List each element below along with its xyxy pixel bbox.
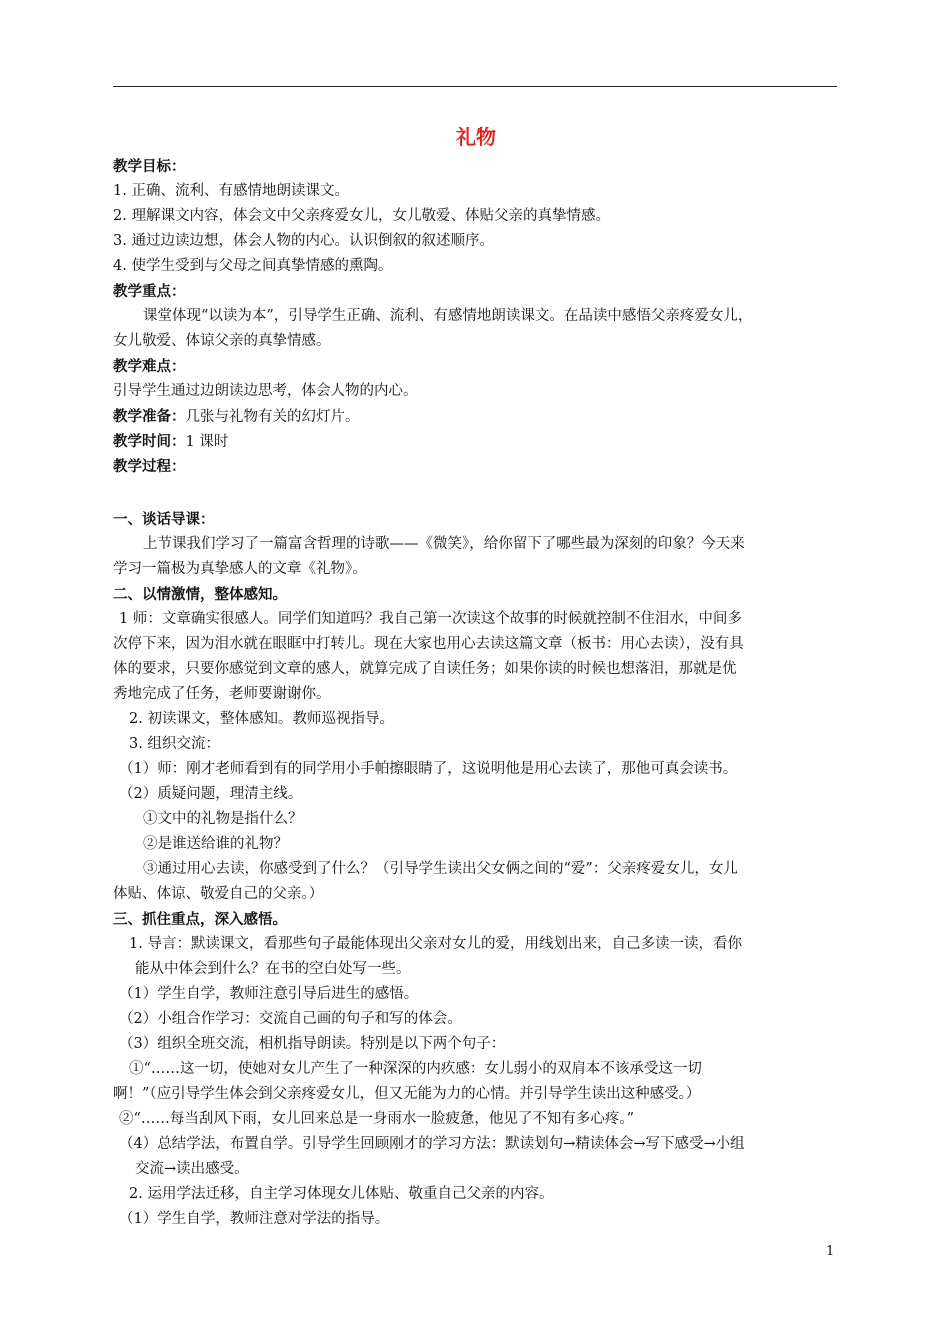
list-item: （4）总结学法，布置自学。引导学生回顾刚才的学习方法：默读划句→精读体会→写下感受→小组	[119, 1136, 745, 1152]
list-item: 2. 运用学法迁移，自主学习体现女儿体贴、敬重自己父亲的内容。	[129, 1186, 554, 1202]
paragraph: 次停下来，因为泪水就在眼眶中打转儿。现在大家也用心去读这篇文章（板书：用心去读），没有具	[113, 636, 744, 652]
list-item: 2. 初读课文，整体感知。教师巡视指导。	[129, 711, 394, 727]
list-item: （1）师：刚才老师看到有的同学用小手帕擦眼睛了，这说明他是用心去读了，那他可真会读书。	[119, 761, 738, 777]
prep-label: 教学准备：	[113, 408, 186, 425]
quote-item: ②“……每当刮风下雨，女儿回来总是一身雨水一脸疲惫，他见了不知有多心疼。”	[119, 1111, 635, 1127]
paragraph: 秀地完成了任务，老师要谢谢你。	[113, 686, 331, 702]
paragraph: 学习一篇极为真挚感人的文章《礼物》。	[113, 561, 367, 577]
list-item: （2）小组合作学习：交流自己画的句子和写的体会。	[119, 1011, 462, 1027]
focus-heading: 教学重点：	[113, 283, 186, 300]
time-line	[113, 429, 839, 454]
list-item: 能从中体会到什么？在书的空白处写一些。	[135, 961, 411, 977]
list-item: （2）质疑问题，理清主线。	[119, 786, 303, 802]
spacer	[113, 479, 839, 507]
question-item: ③通过用心去读，你感受到了什么？（引导学生读出父女俩之间的“爱”：父亲疼爱女儿，女儿	[143, 861, 738, 877]
header-rule	[113, 86, 837, 87]
prep-value: 几张与礼物有关的幻灯片。	[185, 409, 360, 425]
question-item: ①文中的礼物是指什么？	[143, 811, 303, 827]
process-heading: 教学过程：	[113, 458, 186, 475]
time-label: 教学时间：	[113, 433, 186, 450]
section-heading: 三、抓住重点，深入感悟。	[113, 911, 287, 928]
list-item: 1. 导言：默读课文，看那些句子最能体现出父亲对女儿的爱，用线划出来，自己多读一读，看你	[129, 936, 742, 952]
prep-line	[113, 404, 839, 429]
question-item: 体贴、体谅、敬爱自己的父亲。）	[113, 886, 324, 902]
list-item: 交流→读出感受。	[135, 1161, 249, 1177]
goal-item: 1. 正确、流利、有感情地朗读课文。	[113, 183, 349, 199]
section-heading: 一、谈话导课：	[113, 511, 215, 528]
difficulty-heading: 教学难点：	[113, 358, 186, 375]
difficulty-text: 引导学生通过边朗读边思考，体会人物的内心。	[113, 383, 418, 399]
goal-item: 3. 通过边读边想，体会人物的内心。认识倒叙的叙述顺序。	[113, 233, 494, 249]
time-value: 1 课时	[185, 434, 229, 450]
focus-text: 女儿敬爱、体谅父亲的真挚情感。	[113, 333, 331, 349]
list-item: （1）学生自学，教师注意引导后进生的感悟。	[119, 986, 419, 1002]
goal-item: 2. 理解课文内容，体会文中父亲疼爱女儿，女儿敬爱、体贴父亲的真挚情感。	[113, 208, 610, 224]
paragraph: 体的要求，只要你感觉到文章的感人，就算完成了自读任务；如果你读的时候也想落泪，那就是优	[113, 661, 737, 677]
document-body	[113, 120, 839, 1232]
paragraph: 上节课我们学习了一篇富含哲理的诗歌——《微笑》，给你留下了哪些最为深刻的印象？今天来	[143, 536, 745, 552]
list-item: （3）组织全班交流，相机指导朗读。特别是以下两个句子：	[119, 1036, 506, 1052]
quote-item: ①“……这一切，使她对女儿产生了一种深深的内疚感：女儿弱小的双肩本不该承受这一切	[129, 1061, 702, 1077]
quote-item: 啊！”（应引导学生体会到父亲疼爱女儿，但又无能为力的心情。并引导学生读出这种感受。）	[113, 1086, 701, 1102]
section-heading: 二、以情激情，整体感知。	[113, 586, 287, 603]
focus-text: 课堂体现“以读为本”，引导学生正确、流利、有感情地朗读课文。在品读中感悟父亲疼爱女儿，	[143, 308, 753, 324]
goal-item: 4. 使学生受到与父母之间真挚情感的熏陶。	[113, 258, 393, 274]
page-title: 礼物	[456, 125, 496, 149]
list-item: （1）学生自学，教师注意对学法的指导。	[119, 1211, 390, 1227]
question-item: ②是谁送给谁的礼物？	[143, 836, 288, 852]
paragraph: 1 师：文章确实很感人。同学们知道吗？我自己第一次读这个故事的时候就控制不住泪水，中间多	[119, 611, 742, 627]
page-number: 1	[826, 1244, 835, 1259]
list-item: 3. 组织交流：	[129, 736, 220, 752]
goals-heading: 教学目标：	[113, 158, 186, 175]
